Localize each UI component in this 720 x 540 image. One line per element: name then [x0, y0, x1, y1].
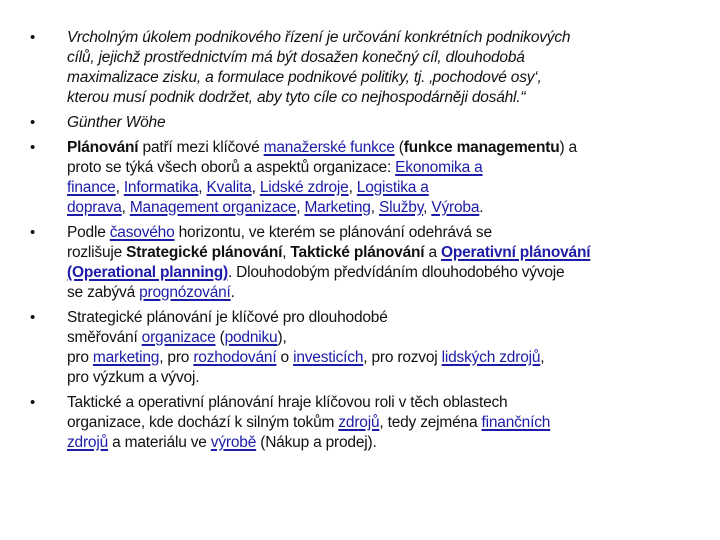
text-line [67, 28, 710, 48]
hyperlink[interactable]: Marketing [304, 199, 371, 216]
text-line [67, 308, 710, 328]
text-segment: , pro [159, 349, 194, 366]
text-segment: ( [394, 139, 404, 156]
text-segment: , [251, 179, 260, 196]
text-segment: organizace, kde dochází k silným tokům [67, 414, 339, 431]
text-segment: , pro rozvoj [363, 349, 442, 366]
text-segment: . [479, 199, 484, 216]
text-segment: kterou musí podnik dodržet, aby tyto cíle co nejhospodárněji dosáhl.“ [67, 89, 526, 106]
bullet-item [30, 113, 710, 133]
text-segment: proto se týká všech oborů a aspektů organizace: [67, 159, 396, 176]
text-segment: patří mezi klíčové [138, 139, 264, 156]
hyperlink[interactable]: zdrojů [67, 434, 109, 451]
hyperlink[interactable]: Informatika [123, 179, 199, 196]
text-segment: pro výzkum a vývoj. [67, 369, 200, 386]
text-segment: ) a [559, 139, 577, 156]
bold-text: funkce managementu [403, 139, 560, 156]
text-line [67, 138, 710, 158]
text-line [67, 158, 710, 178]
hyperlink[interactable]: výrobě [210, 434, 257, 451]
hyperlink[interactable]: doprava [67, 199, 122, 216]
text-segment: , [198, 179, 207, 196]
text-segment: , [121, 199, 130, 216]
hyperlink[interactable]: Ekonomika a [395, 159, 483, 176]
text-line [67, 178, 710, 198]
bullet-item [30, 393, 710, 453]
text-segment: Günther Wöhe [67, 114, 166, 131]
hyperlink[interactable]: manažerské funkce [263, 139, 395, 156]
bullet-dot-icon: • [30, 309, 36, 326]
bullet-dot-icon: • [30, 114, 36, 131]
text-segment: a materiálu ve [108, 434, 211, 451]
text-segment: . Dlouhodobým předvídáním dlouhodobého vývoje [227, 264, 565, 281]
text-line [67, 198, 710, 218]
text-segment: Strategické plánování je klíčové pro dlouhodobé [67, 309, 388, 326]
text-segment: ), [277, 329, 287, 346]
text-line [67, 433, 710, 453]
text-segment: Taktické a operativní plánování hraje klíčovou roli v těch oblastech [67, 394, 508, 411]
text-line [67, 88, 710, 108]
bullet-dot-icon: • [30, 224, 36, 241]
text-line [67, 48, 710, 68]
hyperlink[interactable]: podniku [224, 329, 278, 346]
bullet-item [30, 28, 710, 108]
text-segment: , [296, 199, 305, 216]
text-segment: o [276, 349, 294, 366]
text-segment: Podle [67, 224, 110, 241]
text-segment: , [348, 179, 357, 196]
text-line [67, 328, 710, 348]
hyperlink[interactable]: Management organizace [129, 199, 297, 216]
hyperlink[interactable]: rozhodování [193, 349, 277, 366]
bullet-dot-icon: • [30, 139, 36, 156]
text-line [67, 263, 710, 283]
text-segment: . [230, 284, 235, 301]
hyperlink[interactable]: Výroba [431, 199, 480, 216]
hyperlink[interactable]: Operativní plánování [441, 244, 591, 261]
text-line [67, 368, 710, 388]
text-segment: ( [215, 329, 225, 346]
bold-text: Plánování [67, 139, 139, 156]
hyperlink[interactable]: časového [109, 224, 175, 241]
text-segment: pro [67, 349, 93, 366]
text-line [67, 113, 710, 133]
bullet-item [30, 138, 710, 218]
bold-text: Taktické plánování [290, 244, 425, 261]
text-segment: , [282, 244, 291, 261]
hyperlink[interactable]: investicích [293, 349, 364, 366]
hyperlink[interactable]: Služby [378, 199, 424, 216]
hyperlink[interactable]: marketing [92, 349, 160, 366]
bullet-dot-icon: • [30, 29, 36, 46]
hyperlink[interactable]: lidských zdrojů [441, 349, 541, 366]
slide-bullet-list [30, 28, 710, 458]
text-segment: , [423, 199, 432, 216]
text-line [67, 413, 710, 433]
text-segment: , [115, 179, 124, 196]
hyperlink[interactable]: prognózování [139, 284, 231, 301]
text-line [67, 348, 710, 368]
hyperlink[interactable]: (Operational planning) [67, 264, 228, 281]
text-segment: (Nákup a prodej). [256, 434, 377, 451]
text-segment: směřování [67, 329, 142, 346]
hyperlink[interactable]: finance [67, 179, 116, 196]
bullet-dot-icon: • [30, 394, 36, 411]
bullet-item [30, 308, 710, 388]
hyperlink[interactable]: Logistika a [356, 179, 429, 196]
text-line [67, 243, 710, 263]
text-segment: se zabývá [67, 284, 140, 301]
text-segment: , [370, 199, 379, 216]
text-line [67, 68, 710, 88]
text-segment: cílů, jejichž prostřednictvím má být dosažen konečný cíl, dlouhodobá [67, 49, 525, 66]
hyperlink[interactable]: finančních [481, 414, 551, 431]
text-segment: , tedy zejména [379, 414, 482, 431]
text-line [67, 283, 710, 303]
hyperlink[interactable]: zdrojů [338, 414, 380, 431]
hyperlink[interactable]: organizace [141, 329, 216, 346]
hyperlink[interactable]: Kvalita [206, 179, 252, 196]
text-segment: horizontu, ve kterém se plánování odehrává se [174, 224, 492, 241]
hyperlink[interactable]: Lidské zdroje [259, 179, 349, 196]
text-segment: Vrcholným úkolem podnikového řízení je určování konkrétních podnikových [67, 29, 571, 46]
text-segment: , [540, 349, 545, 366]
text-line [67, 393, 710, 413]
text-segment: maximalizace zisku, a formulace podnikové politiky, tj. ‚pochodové osy‘, [67, 69, 542, 86]
bullet-item [30, 223, 710, 303]
bold-text: Strategické plánování [126, 244, 283, 261]
text-segment: a [424, 244, 442, 261]
text-segment: rozlišuje [67, 244, 127, 261]
text-line [67, 223, 710, 243]
